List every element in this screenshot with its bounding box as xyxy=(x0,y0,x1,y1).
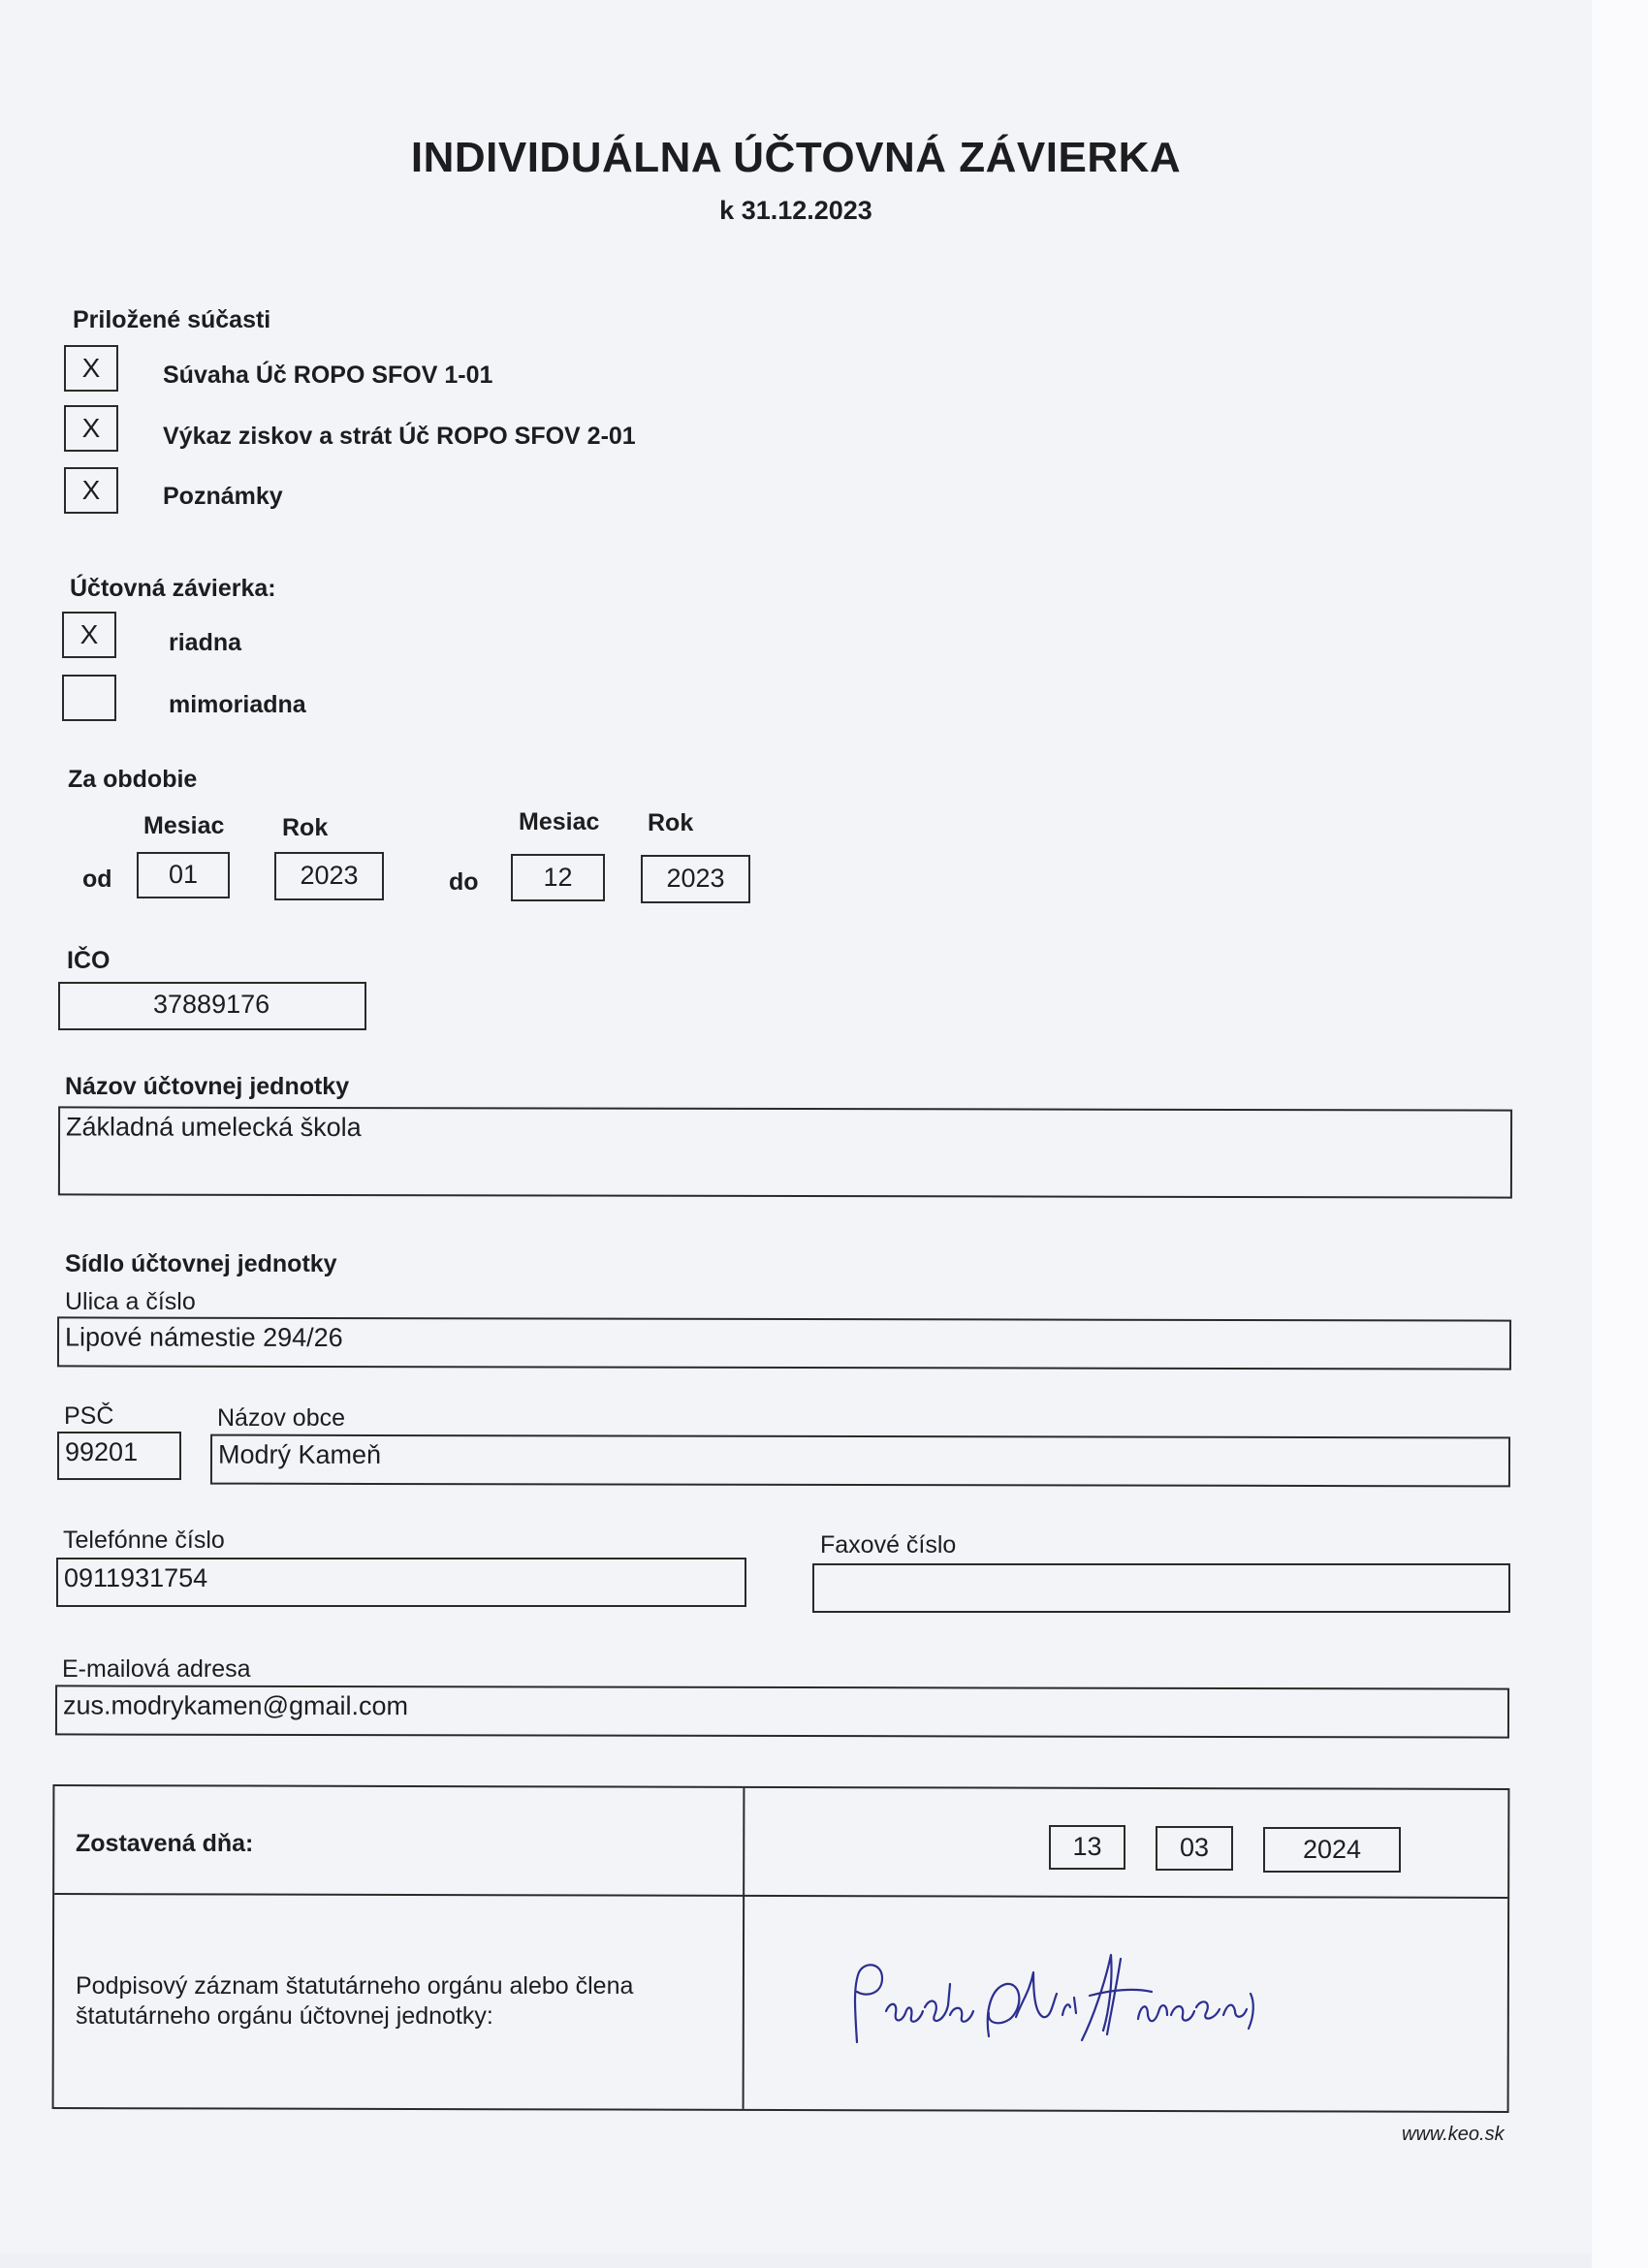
city-label: Názov obce xyxy=(217,1404,346,1432)
period-to-label: do xyxy=(449,868,479,896)
seat-heading: Sídlo účtovnej jednotky xyxy=(65,1250,337,1277)
period-to-month-label: Mesiac xyxy=(519,808,600,835)
fax-label: Faxové číslo xyxy=(820,1531,957,1559)
entity-name-field[interactable]: Základná umelecká škola xyxy=(58,1106,1512,1198)
period-from-year-field[interactable]: 2023 xyxy=(274,852,384,900)
fax-field[interactable] xyxy=(812,1563,1510,1613)
period-to-year-field[interactable]: 2023 xyxy=(641,855,750,903)
period-from-month-field[interactable]: 01 xyxy=(137,852,230,898)
document-title: INDIVIDUÁLNA ÚČTOVNÁ ZÁVIERKA xyxy=(410,134,1182,181)
attachment-checkbox-notes[interactable]: X xyxy=(64,467,118,514)
email-field[interactable]: zus.modrykamen@gmail.com xyxy=(55,1685,1509,1738)
phone-field[interactable]: 0911931754 xyxy=(56,1558,746,1607)
attachment-checkbox-income[interactable]: X xyxy=(64,405,118,452)
attachment-label-balance: Súvaha Úč ROPO SFOV 1-01 xyxy=(163,362,493,389)
period-from-label: od xyxy=(82,866,112,893)
period-to-month-field[interactable]: 12 xyxy=(511,854,605,901)
signature-label: Podpisový záznam štatutárneho orgánu alebo člena štatutárneho orgánu účtovnej jednotky: xyxy=(76,1972,634,2030)
period-heading: Za obdobie xyxy=(68,766,198,793)
closing-type-heading: Účtovná závierka: xyxy=(70,575,276,602)
closing-checkbox-regular[interactable]: X xyxy=(62,612,116,658)
compiled-day-field[interactable]: 13 xyxy=(1049,1825,1125,1870)
closing-label-regular: riadna xyxy=(169,629,242,656)
compiled-label: Zostavená dňa: xyxy=(76,1830,254,1857)
attachment-checkbox-balance[interactable]: X xyxy=(64,345,118,392)
ico-label: IČO xyxy=(67,947,111,974)
attachment-label-notes: Poznámky xyxy=(163,483,283,510)
street-label: Ulica a číslo xyxy=(65,1288,196,1315)
source-url: www.keo.sk xyxy=(1402,2124,1505,2145)
phone-label: Telefónne číslo xyxy=(63,1527,225,1554)
city-field[interactable]: Modrý Kameň xyxy=(210,1434,1510,1488)
document-date: k 31.12.2023 xyxy=(719,196,872,225)
ico-field[interactable]: 37889176 xyxy=(58,982,366,1030)
table-divider-vertical xyxy=(743,1788,745,2109)
street-field[interactable]: Lipové námestie 294/26 xyxy=(57,1316,1511,1370)
table-divider-horizontal xyxy=(54,1893,1507,1899)
period-to-year-label: Rok xyxy=(648,809,694,836)
attachments-heading: Priložené súčasti xyxy=(73,306,271,333)
period-from-month-label: Mesiac xyxy=(143,812,225,839)
attachment-label-income: Výkaz ziskov a strát Úč ROPO SFOV 2-01 xyxy=(163,423,636,450)
email-label: E-mailová adresa xyxy=(62,1655,251,1683)
closing-checkbox-extraordinary[interactable] xyxy=(62,675,116,721)
handwritten-signature xyxy=(843,1934,1309,2050)
compiled-year-field[interactable]: 2024 xyxy=(1263,1827,1401,1873)
psc-field[interactable]: 99201 xyxy=(57,1432,181,1480)
closing-label-extraordinary: mimoriadna xyxy=(169,691,306,718)
scan-edge xyxy=(1592,0,1648,2268)
compiled-month-field[interactable]: 03 xyxy=(1156,1826,1233,1871)
entity-name-label: Názov účtovnej jednotky xyxy=(65,1073,350,1100)
period-from-year-label: Rok xyxy=(282,814,329,841)
psc-label: PSČ xyxy=(64,1402,114,1430)
